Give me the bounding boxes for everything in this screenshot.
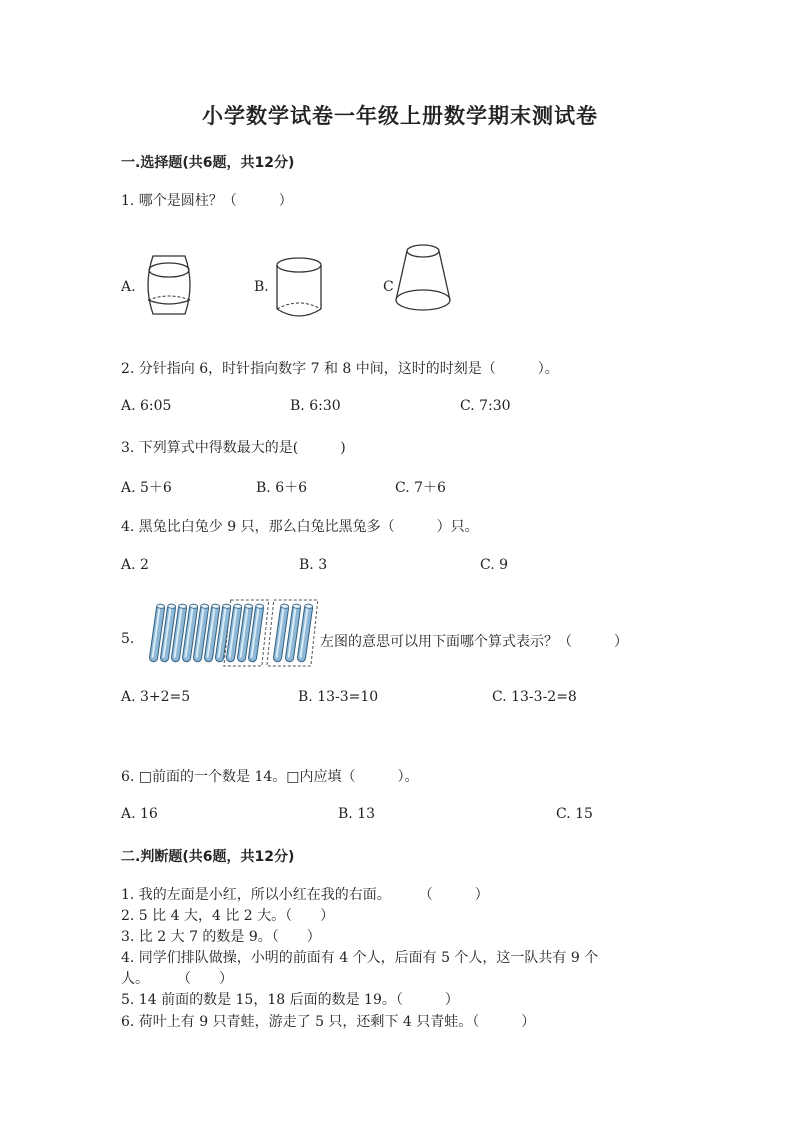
question-1: 1. 哪个是圆柱？（ ）: [121, 193, 293, 209]
q1-option-b: B.: [254, 279, 269, 295]
q1-option-c: C: [383, 279, 394, 295]
judgement-2: 2. 5 比 4 大，4 比 2 大。（ ）: [121, 908, 335, 924]
judgement-1: 1. 我的左面是小红，所以小红在我的右面。 （ ）: [121, 887, 489, 903]
question-3: 3. 下列算式中得数最大的是( ): [121, 440, 346, 456]
judgement-4-continued: 人。 （ ）: [121, 971, 233, 987]
question-4: 4. 黑兔比白兔少 9 只，那么白兔比黑兔多（ ）只。: [121, 519, 479, 535]
question-5-number: 5.: [121, 631, 135, 647]
q2-option-b: B. 6:30: [290, 398, 341, 414]
q6-option-c: C. 15: [556, 806, 593, 822]
q2-option-a: A. 6:05: [121, 398, 172, 414]
page-title: 小学数学试卷一年级上册数学期末测试卷: [202, 103, 598, 128]
judgement-4: 4. 同学们排队做操，小明的前面有 4 个人，后面有 5 个人，这一队共有 9 个: [121, 950, 599, 966]
q2-option-c: C. 7:30: [460, 398, 511, 414]
question-6: 6. □前面的一个数是 14。□内应填（ ）。: [121, 769, 419, 785]
question-5: 左图的意思可以用下面哪个算式表示？（ ）: [320, 634, 628, 650]
cylinder-figure: [275, 256, 323, 318]
section-1-heading: 一.选择题(共6题，共12分): [121, 155, 295, 171]
q1-option-a: A.: [121, 279, 136, 295]
judgement-5: 5. 14 前面的数是 15，18 后面的数是 19。（ ）: [121, 992, 459, 1008]
q5-option-c: C. 13-3-2=8: [492, 689, 577, 705]
question-2: 2. 分针指向 6，时针指向数字 7 和 8 中间，这时的时刻是（ ）。: [121, 361, 559, 377]
q3-option-c: C. 7＋6: [395, 480, 446, 496]
q6-option-a: A. 16: [121, 806, 158, 822]
q4-option-b: B. 3: [299, 557, 328, 573]
q6-option-b: B. 13: [338, 806, 376, 822]
q5-option-b: B. 13-3=10: [298, 689, 379, 705]
q5-option-a: A. 3+2=5: [121, 689, 191, 705]
q3-option-b: B. 6＋6: [256, 480, 308, 496]
frustum-figure: [392, 242, 454, 316]
section-2-heading: 二.判断题(共6题，共12分): [121, 849, 295, 865]
barrel-shape-figure: [143, 252, 195, 318]
q4-option-a: A. 2: [121, 557, 149, 573]
q3-option-a: A. 5＋6: [121, 480, 172, 496]
judgement-6: 6. 荷叶上有 9 只青蛙，游走了 5 只，还剩下 4 只青蛙。（ ）: [121, 1014, 536, 1030]
q4-option-c: C. 9: [480, 557, 509, 573]
judgement-3: 3. 比 2 大 7 的数是 9。（ ）: [121, 929, 321, 945]
counting-sticks-figure: [143, 598, 321, 668]
